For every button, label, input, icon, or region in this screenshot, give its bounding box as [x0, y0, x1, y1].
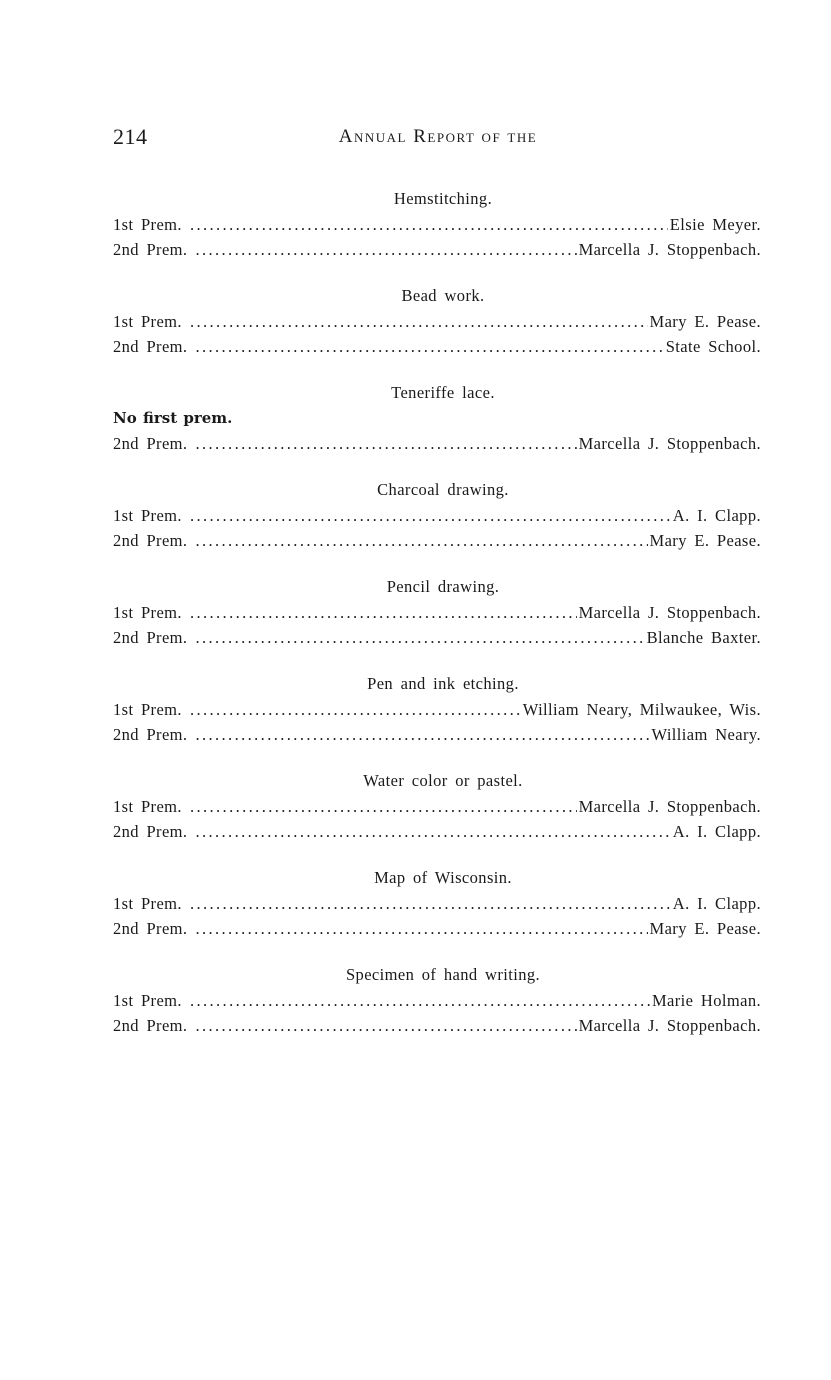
premium-label: 2nd Prem. — [113, 337, 188, 356]
section-note: No first prem. — [113, 409, 233, 427]
premium-winner: Mary E. Pease. — [649, 919, 761, 938]
premium-winner: A. I. Clapp. — [672, 822, 761, 841]
section-title: Teneriffe lace. — [391, 383, 495, 402]
page-number: 214 — [113, 124, 148, 149]
premium-winner: A. I. Clapp. — [672, 894, 761, 913]
premium-entry — [113, 212, 761, 237]
premium-winner: William Neary. — [651, 725, 761, 744]
premium-winner: Marcella J. Stoppenbach. — [578, 1016, 761, 1035]
premium-entry — [113, 503, 761, 528]
running-head: Annual Report of the — [338, 126, 538, 147]
premium-winner: A. I. Clapp. — [672, 506, 761, 525]
premium-entry — [113, 431, 761, 456]
premium-winner: Marie Holman. — [651, 991, 761, 1010]
premium-entry — [113, 334, 761, 359]
premium-label: 2nd Prem. — [113, 531, 188, 550]
section-title: Pen and ink etching. — [367, 674, 519, 693]
dot-leader — [195, 916, 647, 941]
dot-leader — [195, 819, 670, 844]
premium-section — [113, 768, 761, 844]
premium-label: 2nd Prem. — [113, 240, 188, 259]
dot-leader — [195, 237, 576, 262]
dot-leader — [190, 600, 577, 625]
premium-entry — [113, 722, 761, 747]
premium-label: 1st Prem. — [113, 603, 182, 622]
premium-winner: Blanche Baxter. — [646, 628, 761, 647]
premium-winner: Marcella J. Stoppenbach. — [578, 240, 761, 259]
premium-section — [113, 671, 761, 747]
premium-section — [113, 962, 761, 1038]
dot-leader — [195, 334, 663, 359]
dot-leader — [195, 431, 576, 456]
premium-label: 1st Prem. — [113, 215, 182, 234]
dot-leader — [190, 891, 671, 916]
section-title: Hemstitching. — [393, 189, 493, 208]
section-title: Bead work. — [401, 286, 485, 305]
section-title: Map of Wisconsin. — [374, 868, 512, 887]
premium-entry — [113, 309, 761, 334]
premium-label: 1st Prem. — [113, 991, 182, 1010]
premium-winner: Mary E. Pease. — [649, 312, 761, 331]
premium-label: 1st Prem. — [113, 700, 182, 719]
premium-entry — [113, 600, 761, 625]
section-title: Water color or pastel. — [363, 771, 523, 790]
premium-label: 2nd Prem. — [113, 628, 188, 647]
premium-entry — [113, 1013, 761, 1038]
premium-label: 1st Prem. — [113, 506, 182, 525]
premium-winner: Mary E. Pease. — [649, 531, 761, 550]
premium-entry — [113, 625, 761, 650]
dot-leader — [190, 212, 668, 237]
premium-entry — [113, 819, 761, 844]
premium-entry — [113, 528, 761, 553]
premium-section — [113, 865, 761, 941]
premium-winner: State School. — [665, 337, 761, 356]
premium-section — [113, 380, 761, 456]
section-title: Pencil drawing. — [386, 577, 500, 596]
premium-winner: Marcella J. Stoppenbach. — [578, 797, 761, 816]
premium-label: 1st Prem. — [113, 312, 182, 331]
dot-leader — [190, 794, 577, 819]
premium-section — [113, 477, 761, 553]
premium-entry — [113, 237, 761, 262]
premium-entry — [113, 697, 761, 722]
dot-leader — [195, 722, 649, 747]
dot-leader — [195, 528, 647, 553]
premium-entry — [113, 891, 761, 916]
premium-label: 2nd Prem. — [113, 725, 188, 744]
dot-leader — [190, 503, 671, 528]
premium-winner: William Neary, Milwaukee, Wis. — [522, 700, 761, 719]
dot-leader — [195, 1013, 576, 1038]
premium-label: 2nd Prem. — [113, 919, 188, 938]
premium-label: 2nd Prem. — [113, 822, 188, 841]
premium-winner: Elsie Meyer. — [669, 215, 761, 234]
premium-winner: Marcella J. Stoppenbach. — [578, 434, 761, 453]
section-title: Specimen of hand writing. — [345, 965, 541, 984]
premium-winner: Marcella J. Stoppenbach. — [578, 603, 761, 622]
page-header — [113, 124, 763, 156]
premium-section — [113, 574, 761, 650]
dot-leader — [195, 625, 644, 650]
premium-entry — [113, 794, 761, 819]
section-title: Charcoal drawing. — [377, 480, 509, 499]
premium-label: 2nd Prem. — [113, 1016, 188, 1035]
premium-list — [113, 186, 761, 1059]
dot-leader — [190, 309, 648, 334]
premium-label: 2nd Prem. — [113, 434, 188, 453]
premium-section — [113, 186, 761, 262]
premium-label: 1st Prem. — [113, 894, 182, 913]
premium-entry — [113, 988, 761, 1013]
premium-label: 1st Prem. — [113, 797, 182, 816]
premium-entry — [113, 916, 761, 941]
premium-section — [113, 283, 761, 359]
dot-leader — [190, 697, 521, 722]
dot-leader — [190, 988, 650, 1013]
